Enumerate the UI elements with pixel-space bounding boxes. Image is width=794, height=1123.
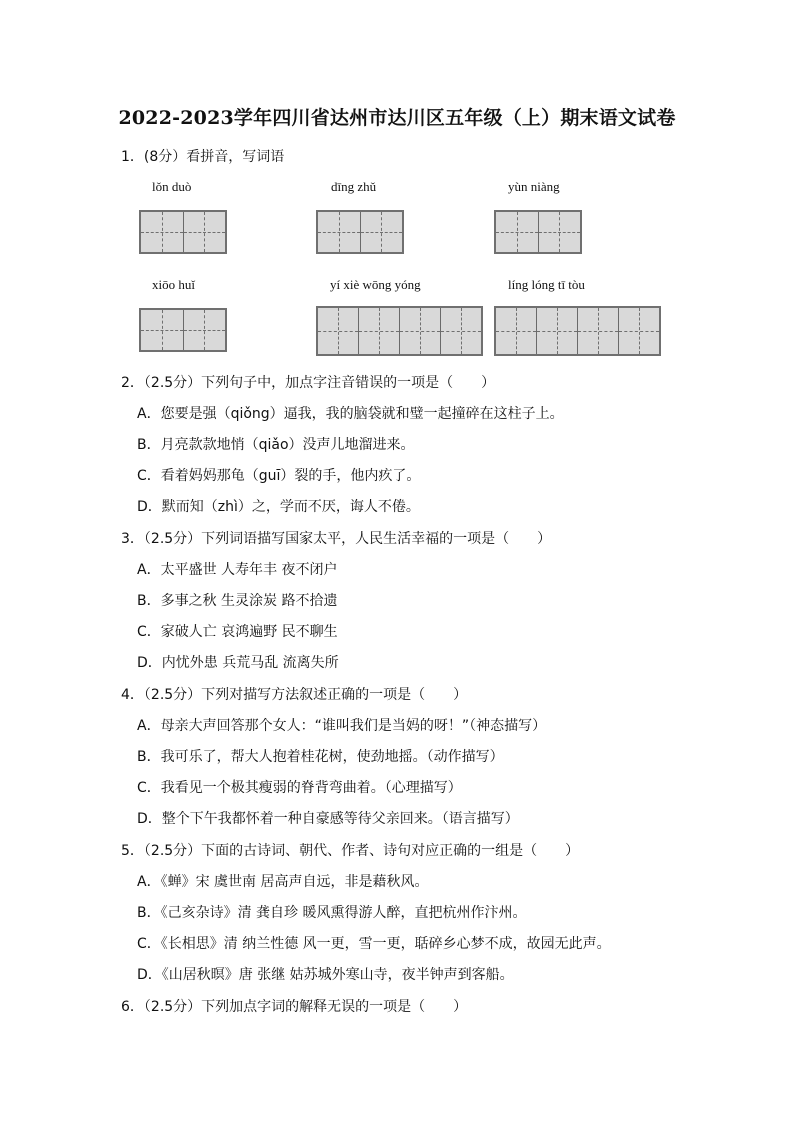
q3-option-d: D．内忧外患 兵荒马乱 流离失所 (137, 655, 339, 671)
page-title: 2022-2023学年四川省达州市达川区五年级（上）期末语文试卷 (118, 107, 676, 129)
answer-box-5[interactable] (316, 306, 483, 356)
question-4-stem: 4．（2.5分）下列对描写方法叙述正确的一项是（ ） (121, 687, 468, 703)
q5-option-d: D．《山居秋暝》唐 张继 姑苏城外寒山寺，夜半钟声到客船。 (137, 967, 514, 983)
pinyin-4: xiōo huǐ (152, 277, 195, 292)
pinyin-6: líng lóng tī tòu (508, 277, 585, 292)
q5-option-a: A．《蝉》宋 虞世南 居高声自远，非是藉秋风。 (137, 874, 429, 890)
q5-option-b: B．《己亥杂诗》清 龚自珍 暖风熏得游人醉，直把杭州作汴州。 (137, 905, 527, 921)
q2-option-d: D．默而知（zhì）之，学而不厌，诲人不倦。 (137, 499, 420, 515)
answer-box-6[interactable] (494, 306, 661, 356)
q3-option-a: A．太平盛世 人寿年丰 夜不闭户 (137, 562, 338, 578)
q2-option-b: B．月亮款款地悄（qiǎo）没声儿地溜进来。 (137, 437, 415, 453)
question-3-stem: 3．（2.5分）下列词语描写国家太平，人民生活幸福的一项是（ ） (121, 531, 552, 547)
q4-option-b: B．我可乐了，帮大人抱着桂花树，使劲地摇。（动作描写） (137, 749, 504, 765)
answer-box-2[interactable] (316, 210, 404, 254)
pinyin-3: yùn niàng (508, 179, 560, 194)
question-1-stem: 1．(8分）看拼音，写词语 (121, 149, 285, 165)
q4-option-d: D．整个下午我都怀着一种自豪感等待父亲回来。（语言描写） (137, 811, 519, 827)
question-5-stem: 5．（2.5分）下面的古诗词、朝代、作者、诗句对应正确的一组是（ ） (121, 843, 580, 859)
q3-option-b: B．多事之秋 生灵涂炭 路不拾遗 (137, 593, 338, 609)
pinyin-2: dīng zhǔ (331, 179, 377, 194)
q4-option-c: C．我看见一个极其瘦弱的脊背弯曲着。（心理描写） (137, 780, 462, 796)
answer-box-4[interactable] (139, 308, 227, 352)
answer-box-3[interactable] (494, 210, 582, 254)
q2-option-a: A．您要是强（qiǒng）逼我，我的脑袋就和璧一起撞碎在这柱子上。 (137, 406, 564, 422)
q3-option-c: C．家破人亡 哀鸿遍野 民不聊生 (137, 624, 338, 640)
question-6-stem: 6．（2.5分）下列加点字词的解释无误的一项是（ ） (121, 999, 468, 1015)
answer-box-1[interactable] (139, 210, 227, 254)
q5-option-c: C．《长相思》清 纳兰性德 风一更，雪一更，聒碎乡心梦不成，故园无此声。 (137, 936, 611, 952)
q2-option-c: C．看着妈妈那龟（guī）裂的手，他内疚了。 (137, 468, 421, 484)
question-2-stem: 2．（2.5分）下列句子中，加点字注音错误的一项是（ ） (121, 375, 496, 391)
pinyin-5: yí xiè wōng yóng (330, 277, 421, 292)
q4-option-a: A．母亲大声回答那个女人：“谁叫我们是当妈的呀！”（神态描写） (137, 718, 547, 734)
pinyin-1: lǒn duò (152, 179, 192, 194)
